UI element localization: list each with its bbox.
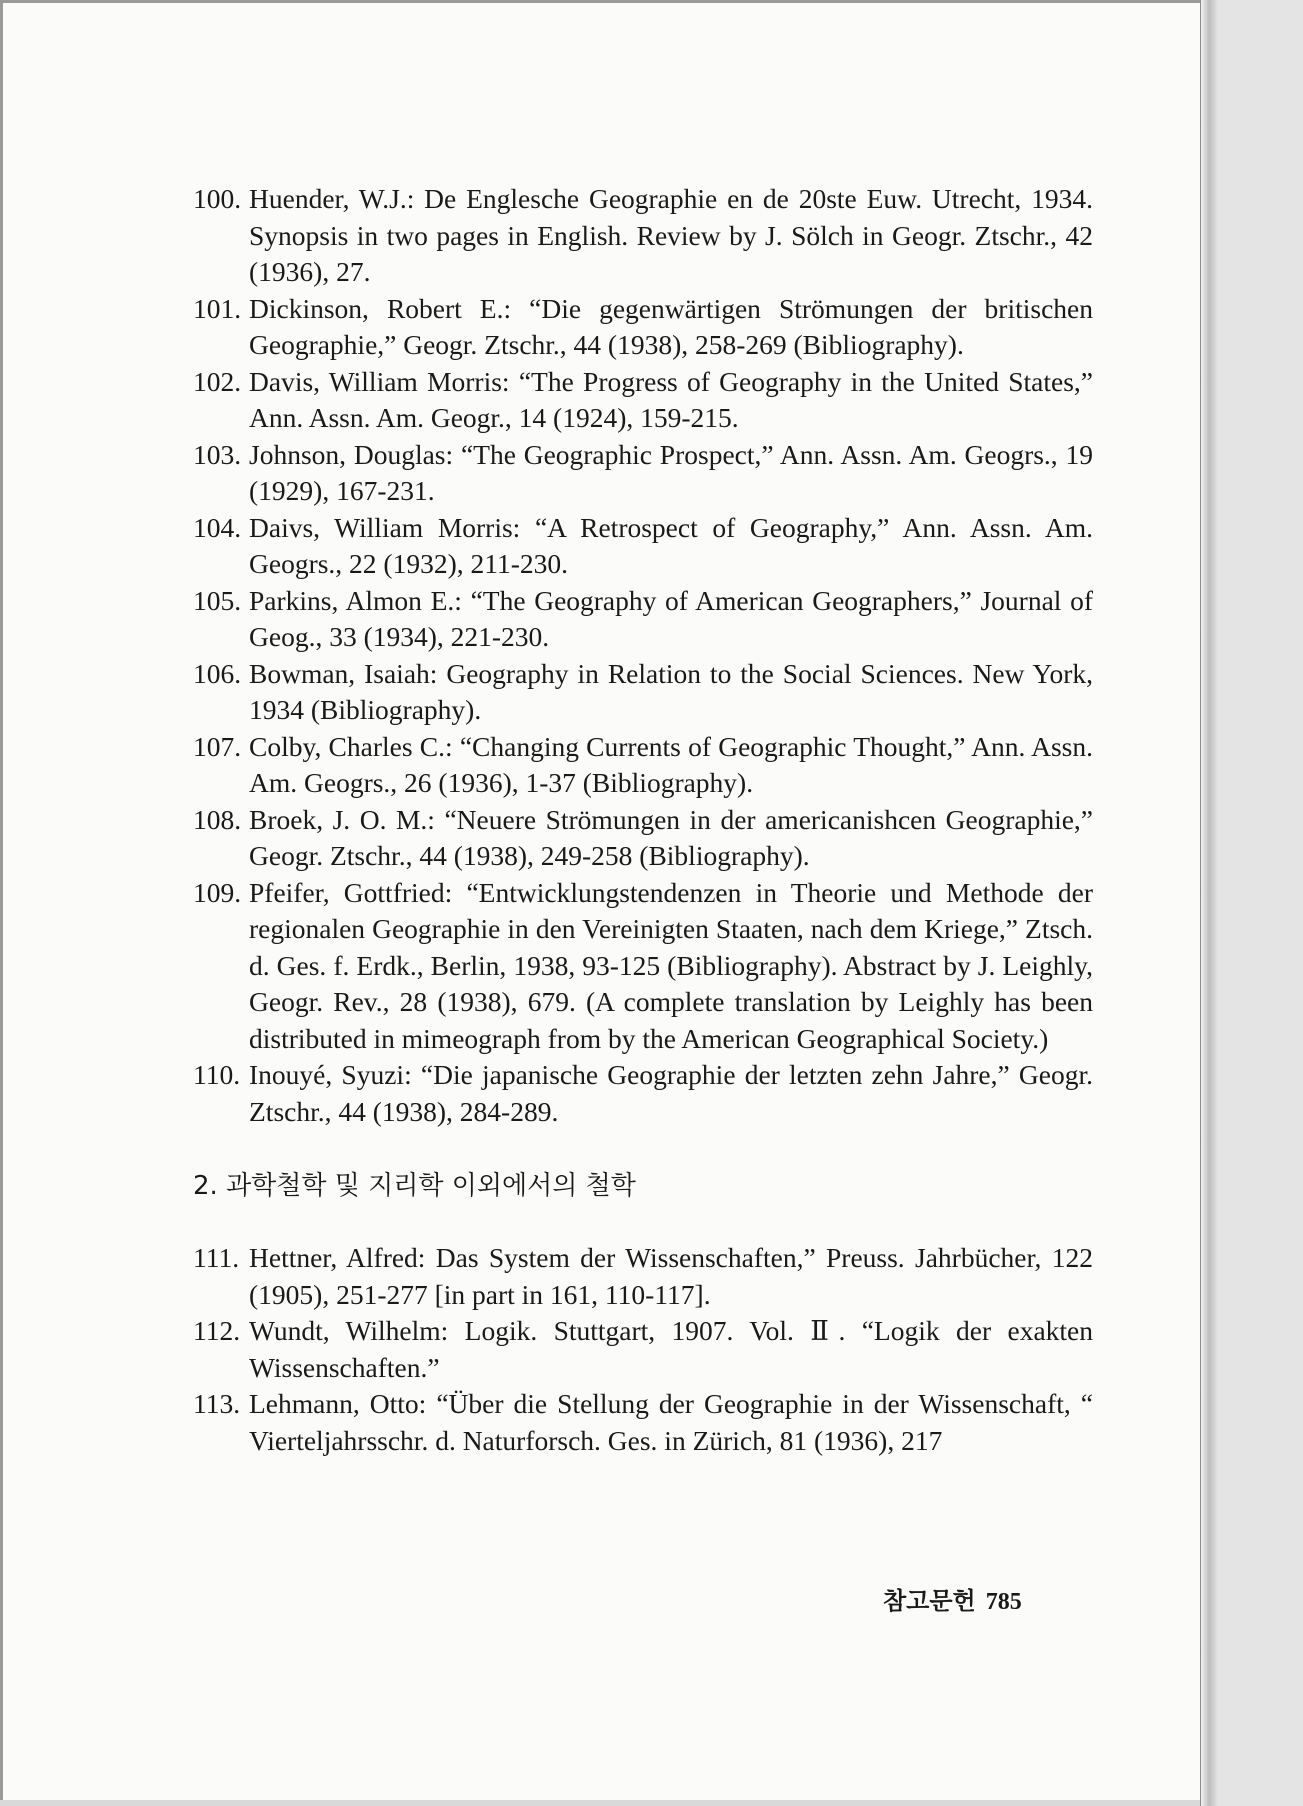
reference-entry bbox=[193, 364, 1093, 437]
reference-number: 106. bbox=[193, 657, 242, 689]
reference-entry bbox=[193, 1240, 1093, 1313]
reference-entry bbox=[193, 291, 1093, 364]
reference-number: 112. bbox=[193, 1315, 241, 1346]
reference-number: 102. bbox=[193, 365, 242, 397]
reference-number: 100. bbox=[193, 183, 242, 214]
reference-entry bbox=[193, 181, 1093, 291]
reference-number: 107. bbox=[193, 730, 242, 762]
reference-text: Bowman, Isaiah: Geography in Relation to the Social Sciences. New York, 1934 (Bibliography). bbox=[249, 657, 1093, 725]
reference-number: 113. bbox=[193, 1388, 241, 1419]
reference-number: 110. bbox=[193, 1059, 241, 1090]
reference-text: Lehmann, Otto: “Über die Stellung der Geographie in der Wissenschaft, “ Vierteljahrsschr. d. Naturforsch. Ges. in Zürich, 81 (1936), 217 bbox=[249, 1388, 1093, 1456]
reference-number: 104. bbox=[193, 511, 242, 543]
reference-list bbox=[193, 1240, 1093, 1459]
reference-text: Inouyé, Syuzi: “Die japanische Geographie der letzten zehn Jahre,” Geogr. Ztschr., 44 (1938), 284-289. bbox=[249, 1059, 1093, 1127]
reference-entry bbox=[193, 1313, 1093, 1386]
reference-entry bbox=[193, 1386, 1093, 1459]
reference-text: Huender, W.J.: De Englesche Geographie en de 20ste Euw. Utrecht, 1934. Synopsis in two pages in English. Review by J. Sölch in Geogr. Ztschr., 42 (1936), 27. bbox=[249, 183, 1093, 287]
reference-text: Parkins, Almon E.: “The Geography of American Geographers,” Journal of Geog., 33 (1934), 221-230. bbox=[249, 584, 1093, 652]
page-number: 785 bbox=[985, 1589, 1022, 1615]
reference-text: Dickinson, Robert E.: “Die gegenwärtigen Strömungen der britischen Geographie,” Geogr. Ztschr., 44 (1938), 258-269 (Bibliography). bbox=[249, 292, 1093, 360]
viewer-background bbox=[1218, 0, 1303, 1806]
reference-number: 108. bbox=[193, 803, 242, 835]
reference-entry bbox=[193, 875, 1093, 1058]
reference-number: 103. bbox=[193, 438, 242, 470]
reference-text: Daivs, William Morris: “A Retrospect of Geography,” Ann. Assn. Am. Geogrs., 22 (1932), 211-230. bbox=[249, 511, 1093, 579]
reference-entry bbox=[193, 583, 1093, 656]
reference-entry bbox=[193, 1057, 1093, 1130]
reference-number: 105. bbox=[193, 584, 242, 616]
reference-entry bbox=[193, 510, 1093, 583]
reference-entry bbox=[193, 437, 1093, 510]
reference-text: Hettner, Alfred: Das System der Wissenschaften,” Preuss. Jahrbücher, 122 (1905), 251-277 [in part in 161, 110-117]. bbox=[249, 1242, 1093, 1310]
page-edge bbox=[1200, 0, 1219, 1806]
reference-text: Wundt, Wilhelm: Logik. Stuttgart, 1907. Vol. Ⅱ. “Logik der exakten Wissenschaften.” bbox=[249, 1315, 1093, 1383]
reference-number: 109. bbox=[193, 876, 242, 908]
reference-entry bbox=[193, 729, 1093, 802]
reference-text: Colby, Charles C.: “Changing Currents of Geographic Thought,” Ann. Assn. Am. Geogrs., 26 (1936), 1-37 (Bibliography). bbox=[249, 730, 1093, 798]
reference-text: Davis, William Morris: “The Progress of Geography in the United States,” Ann. Assn. Am. Geogr., 14 (1924), 159-215. bbox=[249, 365, 1093, 433]
reference-entry bbox=[193, 656, 1093, 729]
reference-number: 111. bbox=[193, 1242, 240, 1273]
section-heading: 2. 과학철학 및 지리학 이외에서의 철학 bbox=[193, 1171, 636, 1201]
reference-list bbox=[193, 181, 1093, 1130]
running-footer-label: 참고문헌 bbox=[883, 1587, 976, 1615]
page-content bbox=[193, 181, 1093, 1459]
reference-number: 101. bbox=[193, 292, 242, 324]
page-footer bbox=[883, 1581, 1022, 1616]
reference-text: Pfeifer, Gottfried: “Entwicklungstendenzen in Theorie und Methode der regionalen Geographie in den Vereinigten Staaten, nach dem Kriege,” Ztsch. d. Ges. f. Erdk., Berlin, 1938, 93-125 (Bibliography). Abstract by J. Leighly, Geogr. Rev., 28 (1938), 679. (A complete translation by Leighly has been distributed in mimeograph from by the American Geographical Society.) bbox=[249, 876, 1093, 1054]
reference-entry bbox=[193, 802, 1093, 875]
reference-text: Broek, J. O. M.: “Neuere Strömungen in der americanishcen Geographie,” Geogr. Ztschr., 44 (1938), 249-258 (Bibliography). bbox=[249, 803, 1093, 871]
reference-text: Johnson, Douglas: “The Geographic Prospect,” Ann. Assn. Am. Geogrs., 19 (1929), 167-231. bbox=[249, 438, 1093, 506]
